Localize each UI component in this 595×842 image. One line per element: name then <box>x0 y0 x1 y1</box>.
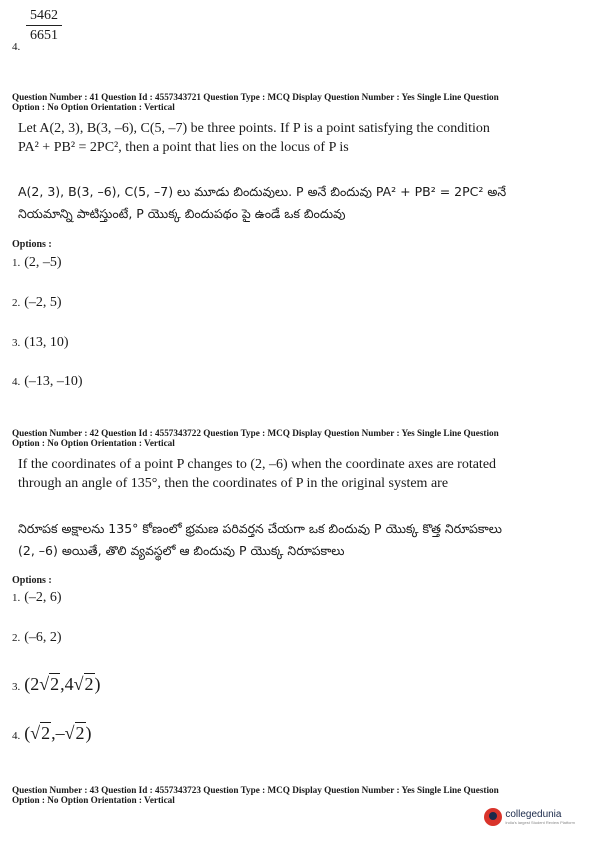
option-number: 3. <box>12 681 21 693</box>
option-number: 4. <box>12 730 21 742</box>
logo-text: collegedunia <box>505 809 562 820</box>
q42-meta-line2: Option : No Option Orientation : Vertical <box>12 438 175 448</box>
option-number: 1. <box>12 257 21 269</box>
q41-option-3[interactable] <box>12 333 69 351</box>
q41-option-2[interactable] <box>12 293 62 311</box>
q41-option-4[interactable] <box>12 372 83 390</box>
q42-text-english <box>18 455 583 493</box>
option-text: (13, 10) <box>24 335 69 350</box>
q41-meta-line1: Question Number : 41 Question Id : 4557343721 Question Type : MCQ Display Question Number : Yes Single Line Question <box>12 92 499 102</box>
sqrt-symbol: √2 <box>30 723 51 743</box>
q43-meta-line1: Question Number : 43 Question Id : 4557343723 Question Type : MCQ Display Question Number : Yes Single Line Question <box>12 785 499 795</box>
q43-meta-line2: Option : No Option Orientation : Vertical <box>12 795 175 805</box>
q42-option-4[interactable] <box>12 722 92 744</box>
q42-option-1[interactable] <box>12 588 62 606</box>
option-number: 4. <box>12 376 21 388</box>
q42-meta <box>12 428 582 448</box>
q42-meta-line1: Question Number : 42 Question Id : 4557343722 Question Type : MCQ Display Question Number : Yes Single Line Question <box>12 428 499 438</box>
q41-text-te-line2: నియమాన్ని పాటిస్తుంటే, P యొక్క బిందుపథం పై ఉండే ఒక బిందువు <box>18 206 346 221</box>
option-number: 3. <box>12 337 21 349</box>
fraction-numerator: 5462 <box>26 8 62 26</box>
sqrt-symbol: √2 <box>64 723 85 743</box>
sqrt-symbol: √2 <box>73 674 94 694</box>
q41-text-en-line2: PA² + PB² = 2PC², then a point that lies on the locus of P is <box>18 140 349 155</box>
sqrt-symbol: √2 <box>39 674 60 694</box>
q41-text-en-line1: Let A(2, 3), B(3, –6), C(5, –7) be three points. If P is a point satisfying the condition <box>18 121 490 136</box>
option-text: (–6, 2) <box>24 630 62 645</box>
option-text: (–13, –10) <box>24 374 83 389</box>
graduate-cap-icon <box>484 808 502 826</box>
q42-text-telugu <box>18 518 583 562</box>
option-text: (–2, 6) <box>24 590 62 605</box>
q41-text-te-line1: A(2, 3), B(3, –6), C(5, –7) లు మూడు బిందువులు. P అనే బిందువు PA² + PB² = 2PC² అనే <box>18 184 507 199</box>
option-number: 2. <box>12 632 21 644</box>
q42-text-te-line1: నిరూపక అక్షాలను 135° కోణంలో భ్రమణ పరివర్తన చేయగా ఒక బిందువు P యొక్క కొత్త నిరూపకాలు <box>18 521 502 536</box>
q42-option-3[interactable] <box>12 673 101 695</box>
q41-text-english <box>18 119 583 157</box>
q42-text-te-line2: (2, –6) అయితే, తొలి వ్యవస్థలో ఆ బిందువు P యొక్క నిరూపకాలు <box>18 543 345 558</box>
option-number: 1. <box>12 592 21 604</box>
option-number: 2. <box>12 297 21 309</box>
q41-options-label: Options : <box>12 239 52 250</box>
logo-tagline: India's largest Student Review Platform <box>505 820 575 825</box>
q42-options-label: Options : <box>12 575 52 586</box>
q41-option-1[interactable] <box>12 253 62 271</box>
option-expression: (2√2,4√2) <box>24 674 101 694</box>
option-expression: (√2,–√2) <box>24 723 92 743</box>
q41-text-telugu <box>18 181 583 225</box>
q41-meta-line2: Option : No Option Orientation : Vertical <box>12 102 175 112</box>
prev-option-4-number: 4. <box>12 41 21 53</box>
q42-option-2[interactable] <box>12 628 62 646</box>
option-text: (–2, 5) <box>24 295 62 310</box>
prev-option-4-fraction[interactable] <box>26 8 62 44</box>
q41-meta <box>12 92 582 112</box>
q43-meta <box>12 785 582 805</box>
collegedunia-logo <box>484 808 575 826</box>
q42-text-en-line1: If the coordinates of a point P changes to (2, –6) when the coordinate axes are rotated <box>18 457 497 472</box>
q42-text-en-line2: through an angle of 135°, then the coordinates of P in the original system are <box>18 476 449 491</box>
option-text: (2, –5) <box>24 255 62 270</box>
fraction-denominator: 6651 <box>30 28 58 43</box>
